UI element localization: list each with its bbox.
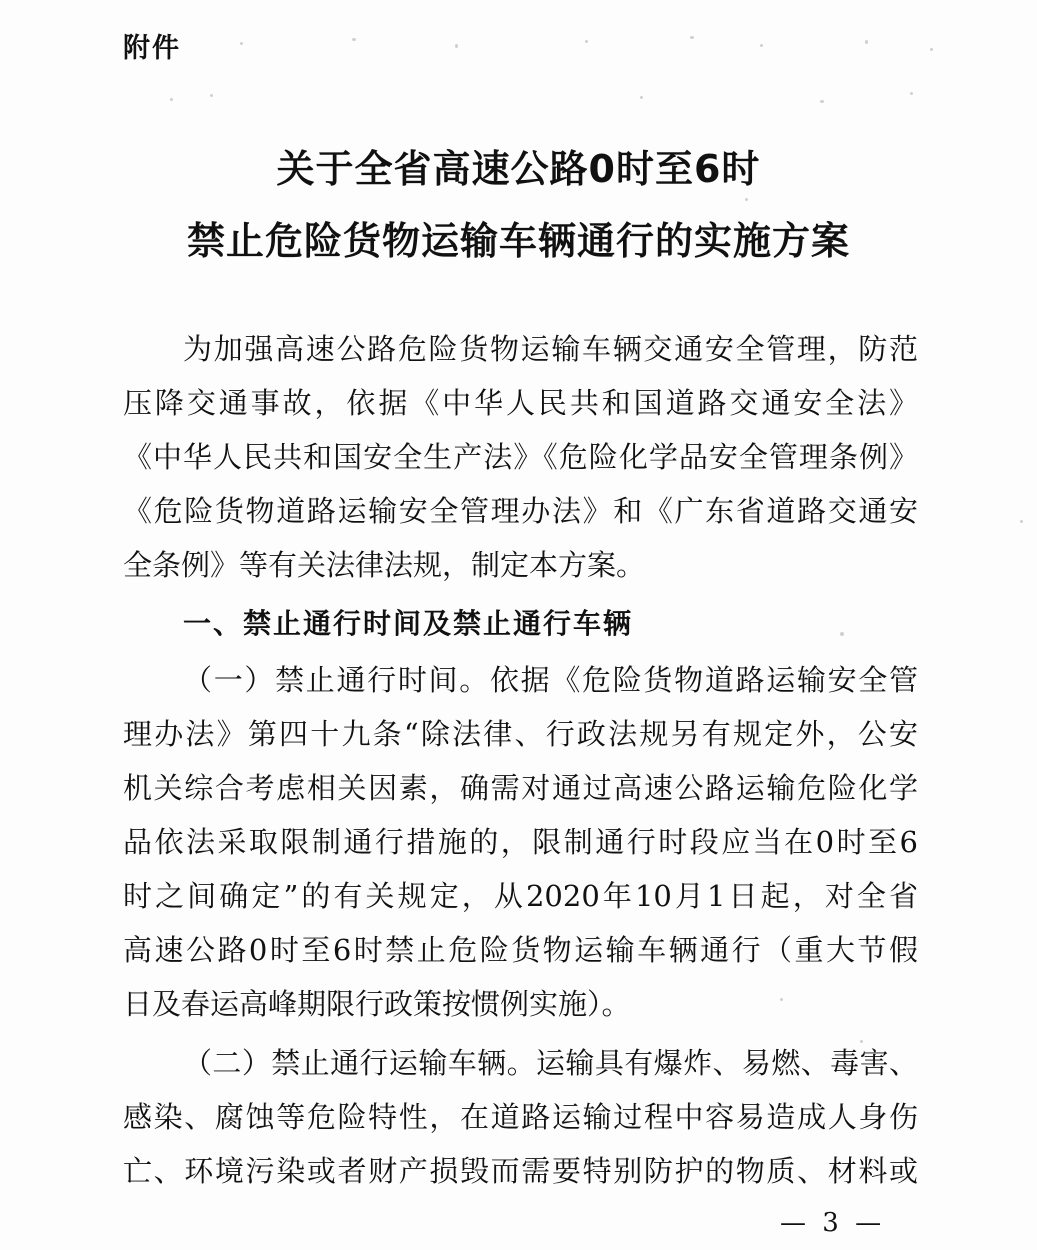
scan-speck — [745, 198, 748, 201]
intro-line-5: 全条例》等有关法律法规，制定本方案。 — [123, 548, 646, 582]
scan-speck — [760, 44, 763, 47]
subsection2-line-1: （二）禁止通行运输车辆。运输具有爆炸、易燃、毒害、 — [183, 1046, 918, 1080]
scan-speck — [210, 94, 213, 97]
subsection1-line-7: 日及春运高峰期限行政策按惯例实施）。 — [123, 987, 631, 1021]
scan-speck — [840, 632, 844, 636]
scan-speck — [820, 100, 824, 103]
section-heading: 一、禁止通行时间及禁止通行车辆 — [183, 607, 634, 640]
document-title-line-2: 禁止危险货物运输车辆通行的实施方案 — [186, 219, 850, 263]
subsection1-line-3: 机关综合考虑相关因素，确需对通过高速公路运输危险化学 — [123, 771, 918, 805]
attachment-label: 附件 — [123, 33, 181, 64]
page-number: — 3 — — [780, 1208, 886, 1238]
subsection1-line-2: 理办法》第四十九条“除法律、行政法规另有规定外，公安 — [123, 717, 918, 751]
scan-speck — [585, 40, 588, 43]
scan-speck — [455, 44, 458, 48]
intro-line-4: 《危险货物道路运输安全管理办法》和《广东省道路交通安 — [123, 494, 918, 528]
subsection1-line-5: 时之间确定”的有关规定，从2020年10月1日起，对全省 — [123, 879, 918, 913]
subsection1-line-1: （一）禁止通行时间。依据《危险货物道路运输安全管 — [183, 663, 918, 697]
scan-speck — [930, 48, 933, 51]
subsection2-line-2: 感染、腐蚀等危险特性，在道路运输过程中容易造成人身伤 — [123, 1100, 918, 1134]
subsection2-line-3: 亡、环境污染或者财产损毁而需要特别防护的物质、材料或 — [123, 1154, 918, 1188]
scan-speck — [170, 98, 173, 101]
scan-speck — [860, 1040, 863, 1043]
document-title-line-1: 关于全省高速公路0时至6时 — [276, 147, 761, 191]
scan-speck — [352, 38, 356, 41]
scan-speck — [690, 36, 694, 39]
subsection1-line-6: 高速公路0时至6时禁止危险货物运输车辆通行（重大节假 — [123, 933, 918, 967]
subsection1-line-4: 品依法采取限制通行措施的，限制通行时段应当在0时至6 — [123, 825, 918, 859]
intro-line-2: 压降交通事故，依据《中华人民共和国道路交通安全法》 — [123, 386, 918, 420]
scan-speck — [640, 96, 643, 99]
scan-speck — [1020, 520, 1023, 523]
intro-line-1: 为加强高速公路危险货物运输车辆交通安全管理，防范 — [183, 332, 918, 366]
scan-speck — [865, 40, 868, 44]
scan-speck — [240, 42, 243, 45]
scan-speck — [780, 998, 783, 1001]
intro-line-3: 《中华人民共和国安全生产法》《危险化学品安全管理条例》 — [123, 440, 918, 474]
scan-speck — [910, 92, 913, 95]
